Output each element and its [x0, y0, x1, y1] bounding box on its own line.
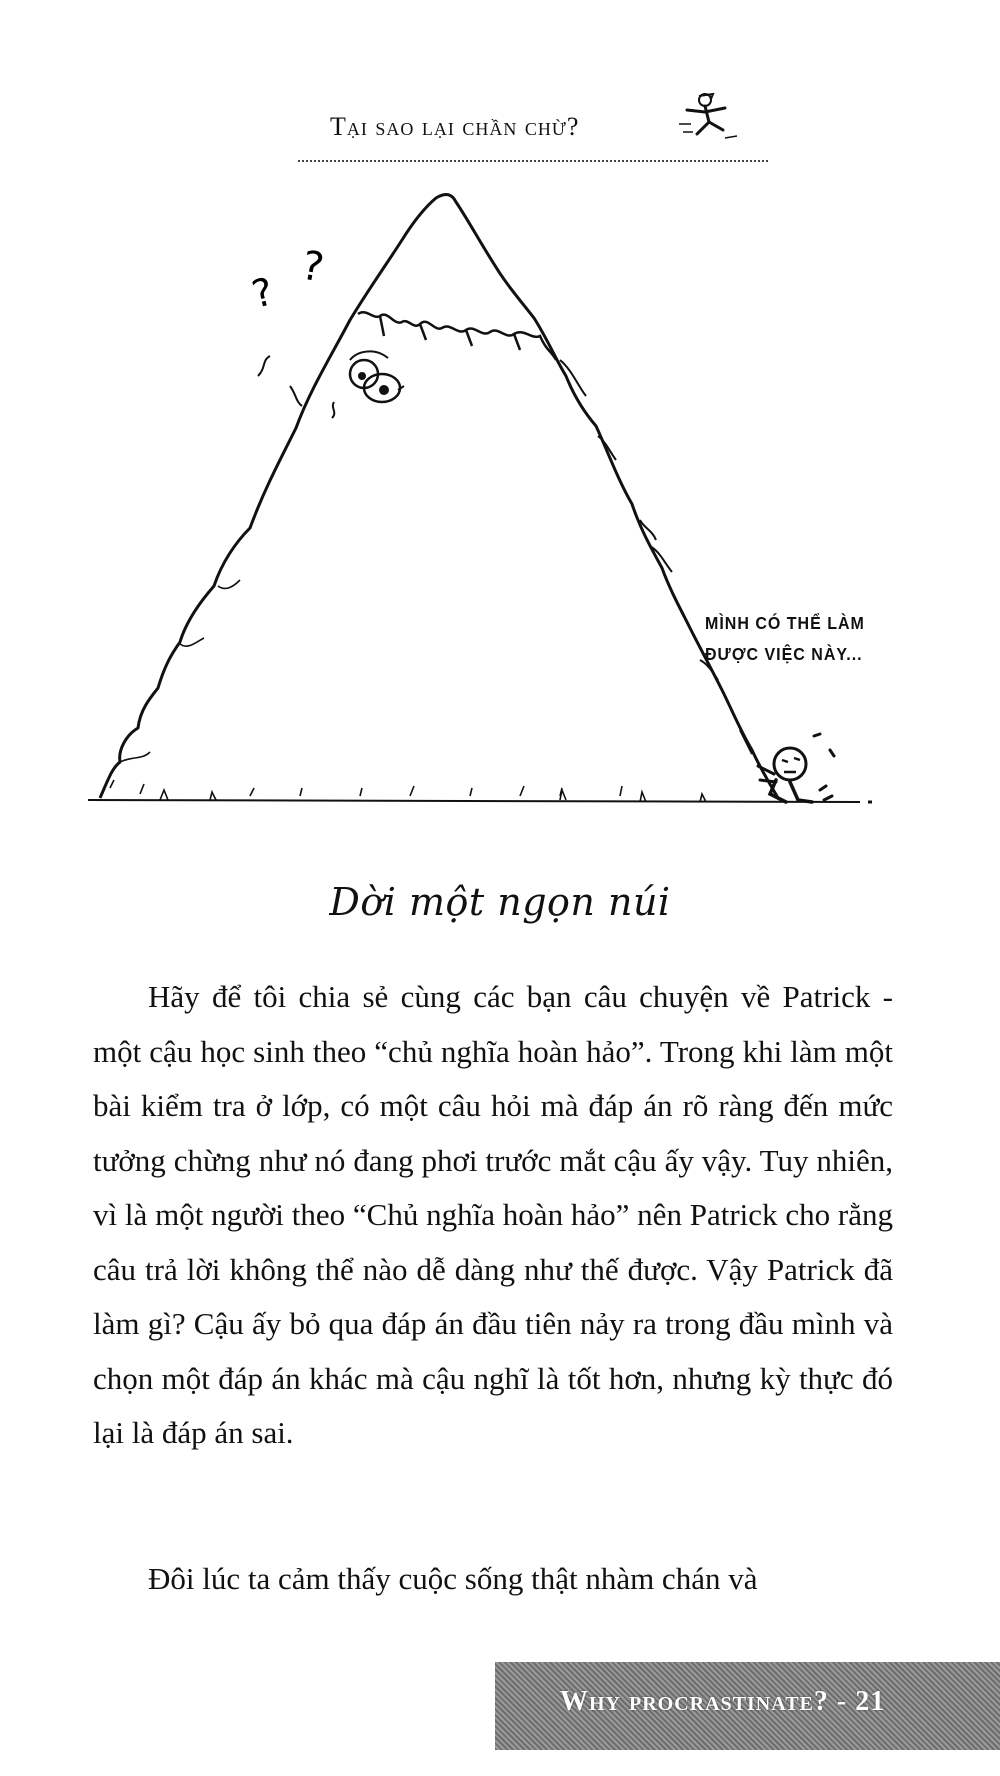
- running-header: Tại sao lại chần chừ?: [330, 112, 580, 141]
- speech-line-1: MÌNH CÓ THỂ LÀM: [705, 614, 865, 634]
- worried-face: [332, 351, 404, 418]
- speech-text: [705, 609, 865, 671]
- footer-page-label: Why procrastinate? - 21: [560, 1686, 886, 1717]
- section-title: Dời một ngọn núi: [329, 880, 671, 924]
- mountain-illustration: [0, 190, 1000, 830]
- pushing-character: [758, 734, 834, 802]
- body-paragraph-2: Đôi lúc ta cảm thấy cuộc sống thật nhàm chán và: [148, 1561, 758, 1596]
- running-figure-icon: [675, 90, 745, 150]
- header-divider: [298, 160, 768, 162]
- snow-cap: [358, 312, 556, 360]
- mountain-outline: [100, 195, 778, 798]
- speech-line-2: ĐƯỢC VIỆC NÀY...: [705, 645, 863, 665]
- body-paragraph-1: Hãy để tôi chia sẻ cùng các bạn câu chuyện về Patrick - một cậu học sinh theo “chủ nghĩa hoàn hảo”. Trong khi làm một bài kiểm tra ở lớp, có một câu hỏi mà đáp án rõ ràng đến mức tưởng chừng như nó đang phơi trước mắt cậu ấy vậy. Tuy nhiên, vì là một người theo “Chủ nghĩa hoàn hảo” nên Patrick cho rằng câu trả lời không thể nào dễ dàng như thế được. Vậy Patrick đã làm gì? Cậu ấy bỏ qua đáp án đầu tiên nảy ra trong đầu mình và chọn một đáp án khác mà cậu nghĩ là tốt hơn, nhưng kỳ thực đó lại là đáp án sai.: [93, 979, 893, 1450]
- question-mark-left: ?: [247, 269, 278, 317]
- question-mark-right: ?: [298, 242, 328, 292]
- ground-line: [88, 800, 860, 802]
